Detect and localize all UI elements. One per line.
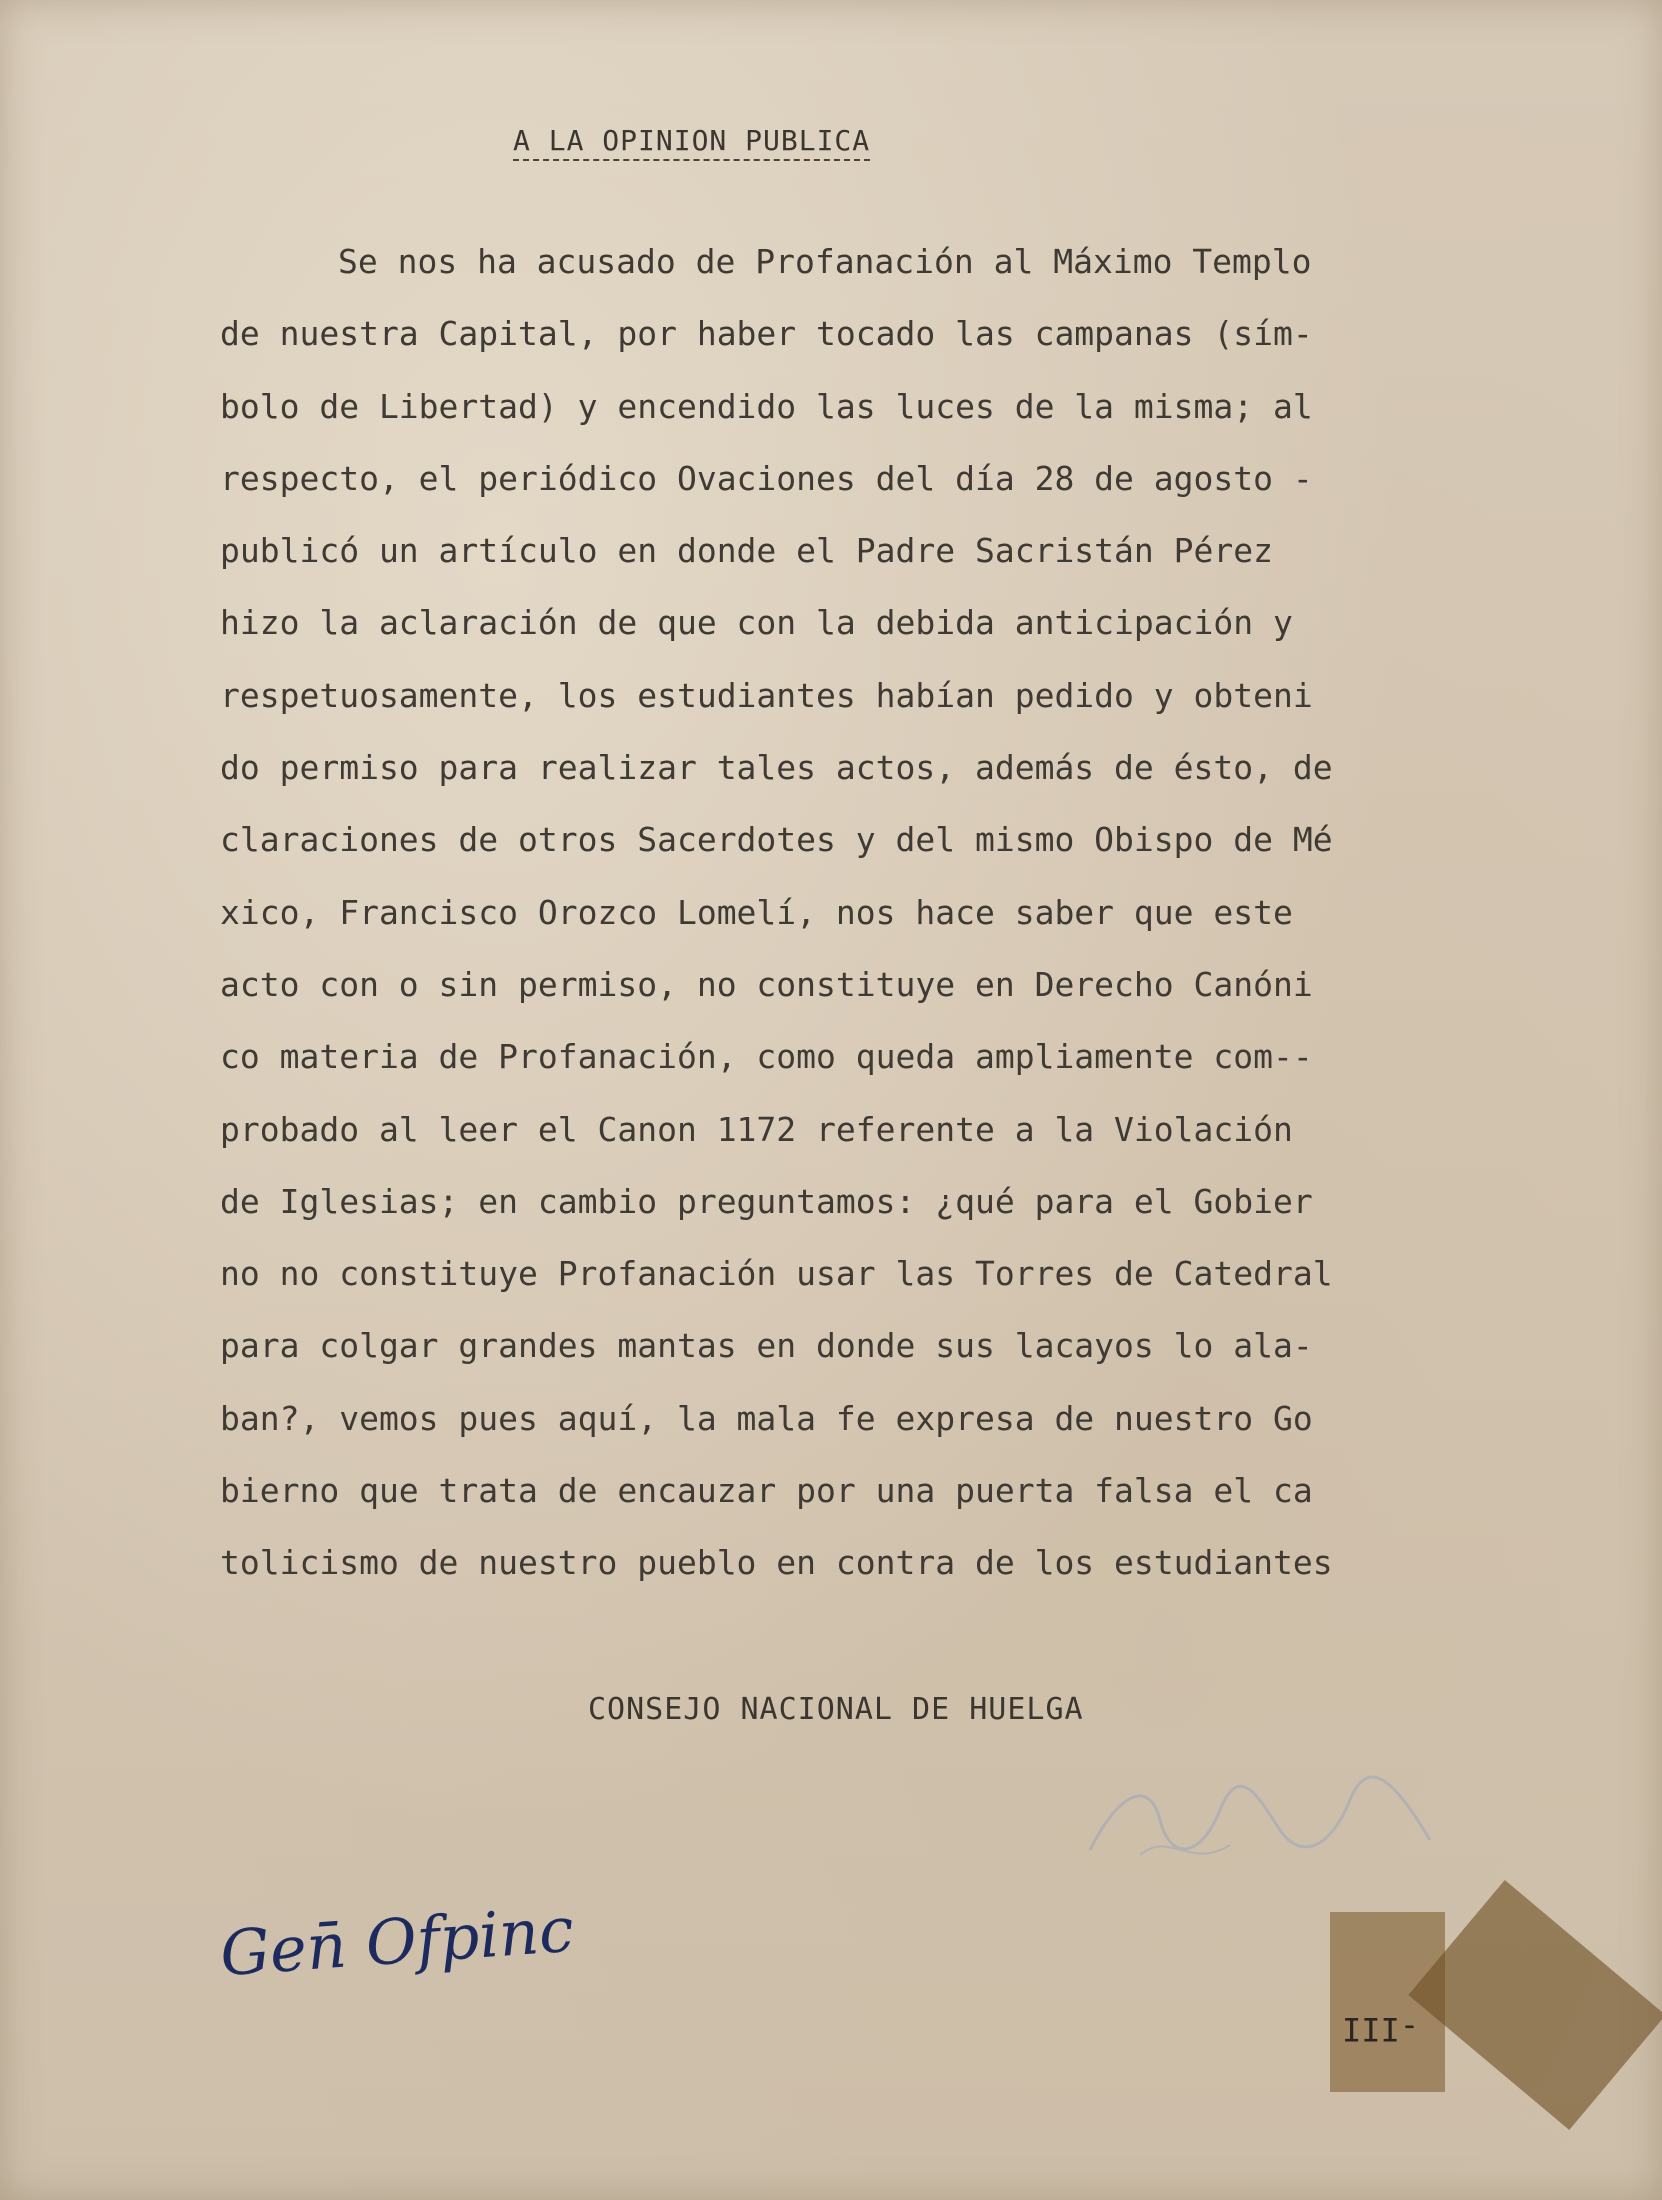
body-line: tolicismo de nuestro pueblo en contra de los estudiantes [220,1543,1333,1583]
body-line: respetuosamente, los estudiantes habían pedido y obteni [220,675,1313,715]
body-line: ban?, vemos pues aquí, la mala fe expresa de nuestro Go [220,1398,1313,1438]
body-line: no no constituye Profanación usar las Torres de Catedral [220,1254,1333,1294]
faded-signature [1080,1760,1440,1880]
body-line: Se nos ha acusado de Profanación al Máximo Templo [338,242,1312,281]
body-line: de Iglesias; en cambio preguntamos: ¿qué para el Gobier [220,1181,1313,1221]
body-line: do permiso para realizar tales actos, además de ésto, de [220,748,1333,788]
signature-organization: CONSEJO NACIONAL DE HUELGA [588,1692,1084,1727]
body-line: co materia de Profanación, como queda ampliamente com-- [220,1037,1313,1077]
archive-mark: -III [1342,2010,1420,2048]
body-line: probado al leer el Canon 1172 referente a la Violación [220,1109,1293,1149]
body-line: acto con o sin permiso, no constituye en Derecho Canóni [220,964,1313,1004]
body-line: para colgar grandes mantas en donde sus lacayos lo ala- [220,1326,1313,1366]
body-line: respecto, el periódico Ovaciones del día 28 de agosto - [220,458,1313,498]
body-line: xico, Francisco Orozco Lomelí, nos hace saber que este [220,892,1293,932]
body-line: publicó un artículo en donde el Padre Sacristán Pérez [220,531,1273,571]
body-line: hizo la aclaración de que con la debida anticipación y [220,603,1293,643]
body-line: bolo de Libertad) y encendido las luces de la misma; al [220,386,1313,426]
tape-strip [1408,1880,1662,2130]
body-line: claraciones de otros Sacerdotes y del mismo Obispo de Mé [220,820,1333,860]
handwritten-signature: Gen̄ Ofpinc [217,1892,576,1991]
document-body [220,226,1360,1600]
body-line: de nuestra Capital, por haber tocado las campanas (sím- [220,314,1313,354]
document-title: A LA OPINION PUBLICA [513,124,870,161]
body-line: bierno que trata de encauzar por una puerta falsa el ca [220,1471,1313,1511]
